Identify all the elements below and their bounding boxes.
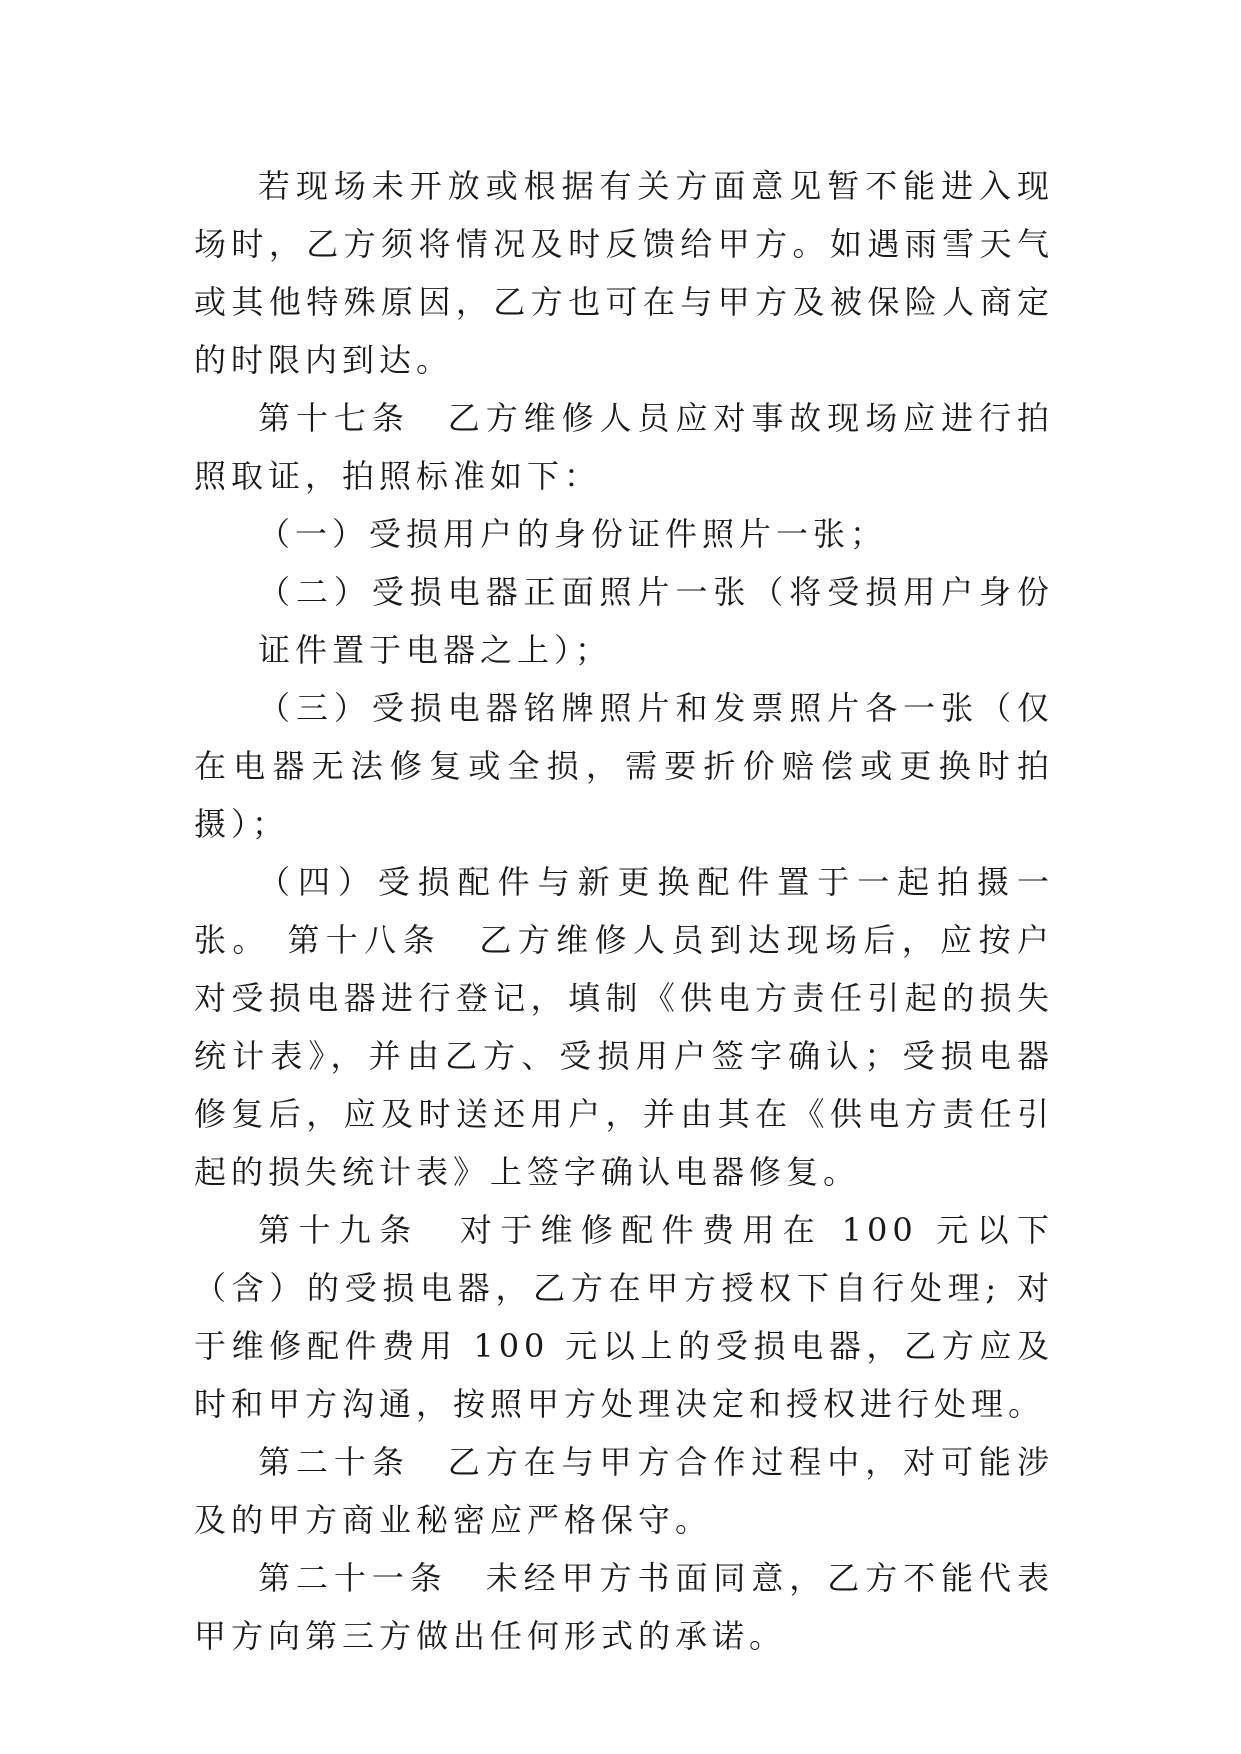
paragraph-item-3: （三）受损电器铭牌照片和发票照片各一张（仅在电器无法修复或全损，需要折价赔偿或更换时拍摄）； — [194, 689, 1054, 843]
paragraph-item-4-article-18: （四）受损配件与新更换配件置于一起拍摄一张。 第十八条 乙方维修人员到达现场后，应按户对受损电器进行登记，填制《供电方责任引起的损失统计表》，并由乙方、受损用户签字确认；受损电器修复后，应及时送还用户，并由其在《供电方责任引起的损失统计表》上签字确认电器修复。 — [194, 863, 1054, 1191]
paragraph-site-access: 若现场未开放或根据有关方面意见暂不能进入现场时，乙方须将情况及时反馈给甲方。如遇雨雪天气或其他特殊原因，乙方也可在与甲方及被保险人商定的时限内到达。 — [194, 167, 1054, 379]
paragraph-article-21: 第二十一条 未经甲方书面同意，乙方不能代表甲方向第三方做出任何形式的承诺。 — [194, 1559, 1054, 1655]
paragraph-article-20: 第二十条 乙方在与甲方合作过程中，对可能涉及的甲方商业秘密应严格保守。 — [194, 1443, 1054, 1539]
paragraph-item-1: （一）受损用户的身份证件照片一张； — [258, 515, 888, 553]
paragraph-item-2: （二）受损电器正面照片一张（将受损用户身份证件置于电器之上）； — [258, 573, 1054, 669]
document-body — [194, 157, 1054, 1665]
paragraph-article-19: 第十九条 对于维修配件费用在 100 元以下（含）的受损电器，乙方在甲方授权下自行处理; 对于维修配件费用 100 元以上的受损电器，乙方应及时和甲方沟通，按照甲方处理决定和授权进行处理。 — [194, 1211, 1054, 1423]
paragraph-article-17: 第十七条 乙方维修人员应对事故现场应进行拍照取证，拍照标准如下： — [194, 399, 1054, 495]
